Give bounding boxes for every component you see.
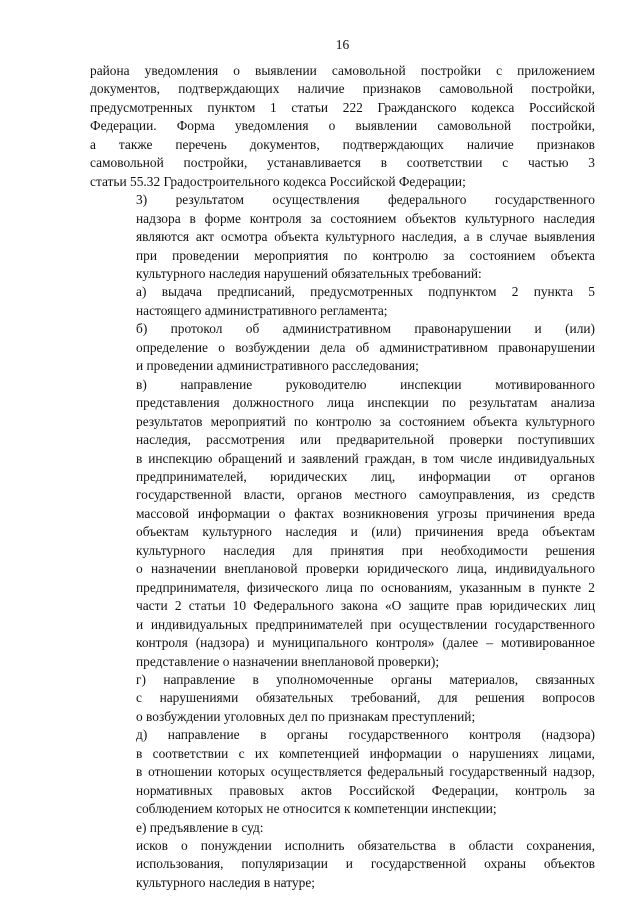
text-line: исков о понуждении исполнить обязательства в области сохранения,: [136, 838, 595, 854]
text-line: района уведомления о выявлении самовольной постройки с приложением: [90, 63, 595, 78]
text-line: предусмотренных пунктом 1 статьи 222 Гражданского кодекса Российской: [90, 99, 595, 115]
text-line: предпринимателей, юридических лиц, информации от органов: [136, 468, 595, 484]
page-number: 16: [335, 37, 350, 52]
text-line: настоящего административного регламента;: [136, 302, 388, 318]
text-line: б) протокол об административном правонарушении и (или): [136, 321, 595, 337]
document-page: [90, 0, 595, 905]
text-line: Федерации. Форма уведомления о выявлении самовольной постройки,: [90, 118, 595, 134]
text-line: в) направление руководителю инспекции мотивированного: [136, 376, 595, 392]
text-line: а) выдача предписаний, предусмотренных подпунктом 2 пункта 5: [136, 284, 595, 300]
text-line: самовольной постройки, устанавливается в соответствии с частью 3: [90, 155, 595, 171]
text-line: контроля (надзора) и муниципального контроля» (далее – мотивированное: [136, 635, 595, 651]
paragraph: [90, 837, 595, 892]
paragraph: [90, 320, 595, 375]
text-line: е) предъявление в суд:: [136, 819, 264, 835]
text-line: культурного наследия для принятия при необходимости решения: [136, 542, 595, 558]
text-line: государственной власти, органов местного самоуправления, из средств: [136, 487, 595, 503]
text-line: предпринимателя, физического лица по основаниям, указанным в пункте 2: [136, 579, 595, 595]
text-line: представления должностного лица инспекции по результатам анализа: [136, 395, 595, 411]
paragraph: [90, 191, 595, 283]
text-line: с нарушениями обязательных требований, для решения вопросов: [136, 690, 595, 706]
text-line: а также перечень документов, подтверждающих наличие признаков: [90, 136, 595, 152]
text-line: объектам культурного наследия и (или) причинения вреда объектам: [136, 524, 595, 540]
text-line: в соответствии с их компетенцией информации о нарушениях лицами,: [136, 745, 595, 761]
document-body: [90, 62, 595, 892]
text-line: 3) результатом осуществления федерального государственного: [136, 192, 595, 208]
text-line: и индивидуальных предпринимателей при осуществлении государственного: [136, 616, 595, 632]
text-line: представление о назначении внеплановой проверки);: [136, 653, 440, 669]
text-line: в инспекцию обращений и заявлений граждан, в том числе индивидуальных: [136, 450, 595, 466]
text-line: о возбуждении уголовных дел по признакам преступлений;: [136, 708, 476, 724]
text-line: определение о возбуждении дела об административном правонарушении: [136, 339, 595, 355]
text-line: наследия, рассмотрения или предварительной проверки поступивших: [136, 432, 595, 448]
text-line: нормативных правовых актов Российской Федерации, контроль за: [136, 782, 595, 798]
paragraph: [90, 671, 595, 726]
text-line: использования, популяризации и государственной охраны объектов: [136, 856, 595, 872]
text-line: соблюдением которых не относится к компетенции инспекции;: [136, 801, 497, 817]
text-line: части 2 статьи 10 Федерального закона «О защите прав юридических лиц: [136, 598, 595, 614]
text-line: и проведении административного расследования;: [136, 358, 419, 374]
paragraph: [90, 819, 595, 837]
text-line: в отношении которых осуществляется федеральный государственный надзор,: [136, 764, 595, 780]
text-line: статьи 55.32 Градостроительного кодекса Российской Федерации;: [90, 173, 466, 189]
text-line: документов, подтверждающих наличие признаков самовольной постройки,: [90, 81, 595, 97]
paragraph: [90, 62, 595, 191]
text-line: культурного наследия в натуре;: [136, 874, 315, 890]
text-line: д) направление в органы государственного контроля (надзора): [136, 727, 595, 743]
text-line: культурного наследия нарушений обязательных требований:: [136, 265, 482, 281]
text-line: являются акт осмотра объекта культурного наследия, а в случае выявления: [136, 229, 595, 245]
paragraph: [90, 283, 595, 320]
text-line: при проведении мероприятия по контролю за состоянием объекта: [136, 247, 595, 263]
text-line: результатов мероприятий по контролю за состоянием объекта культурного: [136, 413, 595, 429]
text-line: о назначении внеплановой проверки юридического лица, индивидуального: [136, 561, 595, 577]
text-line: г) направление в уполномоченные органы материалов, связанных: [136, 671, 595, 687]
text-line: надзора в форме контроля за состоянием объектов культурного наследия: [136, 210, 595, 226]
paragraph: [90, 376, 595, 671]
paragraph: [90, 726, 595, 818]
text-line: массовой информации о фактах возникновения угрозы причинения вреда: [136, 505, 595, 521]
